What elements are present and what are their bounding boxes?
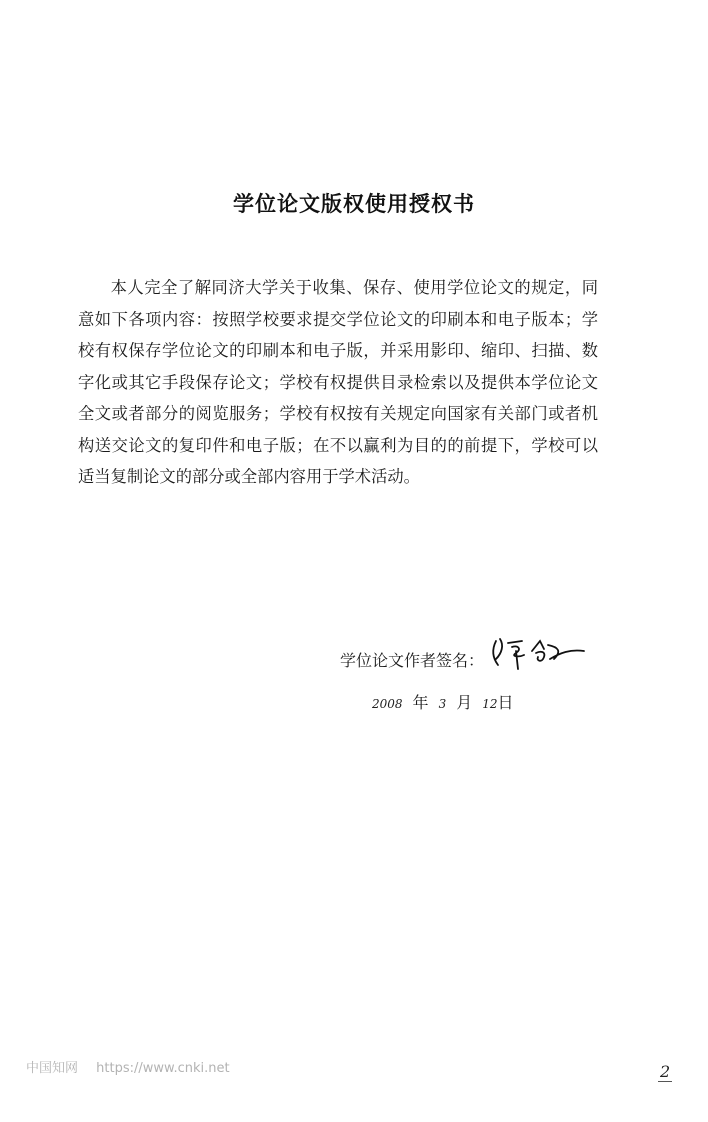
page-number-underline [658, 1081, 672, 1082]
signature-row [340, 645, 588, 673]
authorization-statement: 本人完全了解同济大学关于收集、保存、使用学位论文的规定，同意如下各项内容：按照学校要求提交学位论文的印刷本和电子版本；学校有权保存学位论文的印刷本和电子版，并采用影印、缩印、扫描、数字化或其它手段保存论文；学校有权提供目录检索以及提供本学位论文全文或者部分的阅览服务；学校有权按有关规定向国家有关部门或者机构送交论文的复印件和电子版；在不以赢利为目的的前提下，学校可以适当复制论文的部分或全部内容用于学术活动。 [78, 278, 598, 486]
date-year-unit: 年 [412, 693, 429, 712]
date-year: 2008 [372, 697, 403, 711]
date-month: 3 [438, 697, 447, 711]
document-title: 学位论文版权使用授权书 [233, 192, 475, 216]
date-month-unit: 月 [456, 693, 473, 712]
footer-site-url: https://www.cnki.net [96, 1061, 230, 1076]
signature-date [372, 690, 514, 713]
handwritten-signature [488, 631, 588, 673]
date-day: 12 [482, 697, 498, 711]
page-number: 2 [660, 1062, 671, 1081]
footer-watermark [26, 1057, 230, 1076]
signature-label: 学位论文作者签名： [340, 650, 485, 670]
date-day-unit: 日 [497, 693, 514, 712]
footer-site-name: 中国知网 [26, 1061, 79, 1076]
